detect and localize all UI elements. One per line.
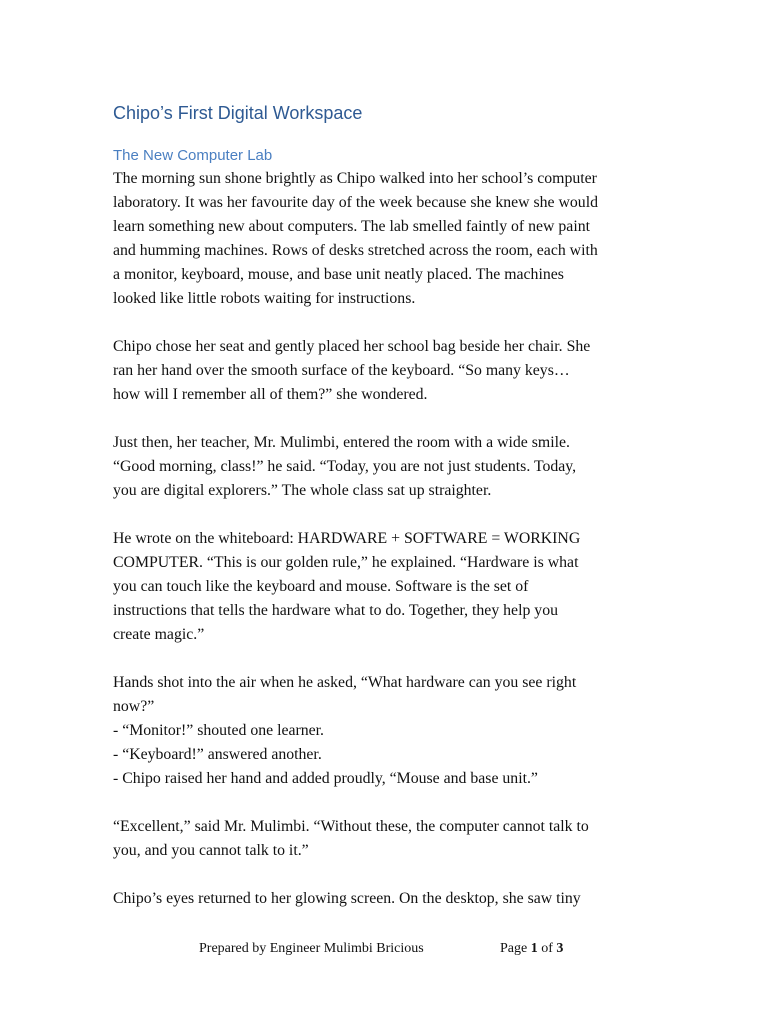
text-line: “Excellent,” said Mr. Mulimbi. “Without these, the computer cannot talk to <box>113 818 589 835</box>
text-line: a monitor, keyboard, mouse, and base unit neatly placed. The machines <box>113 266 564 283</box>
text-line: Chipo chose her seat and gently placed her school bag beside her chair. She <box>113 338 591 355</box>
paragraph <box>113 815 673 863</box>
document-title: Chipo’s First Digital Workspace <box>113 103 363 123</box>
text-line: - “Keyboard!” answered another. <box>113 746 322 763</box>
text-line: The morning sun shone brightly as Chipo walked into her school’s computer <box>113 170 597 187</box>
paragraph <box>113 527 673 647</box>
text-line: instructions that tells the hardware what to do. Together, they help you <box>113 602 559 619</box>
text-line: and humming machines. Rows of desks stretched across the room, each with <box>113 242 598 259</box>
text-line: learn something new about computers. The lab smelled faintly of new paint <box>113 218 590 235</box>
text-line: now?” <box>113 698 155 715</box>
text-line: Chipo’s eyes returned to her glowing screen. On the desktop, she saw tiny <box>113 890 581 907</box>
paragraph <box>113 335 673 407</box>
text-line: ran her hand over the smooth surface of the keyboard. “So many keys… <box>113 362 570 379</box>
page-content <box>113 99 673 935</box>
paragraph <box>113 887 673 911</box>
text-line: He wrote on the whiteboard: HARDWARE + SOFTWARE = WORKING <box>113 530 581 547</box>
footer-page-number <box>500 941 563 957</box>
text-line: how will I remember all of them?” she wondered. <box>113 386 428 403</box>
text-line: COMPUTER. “This is our golden rule,” he explained. “Hardware is what <box>113 554 579 571</box>
text-line: - “Monitor!” shouted one learner. <box>113 722 324 739</box>
paragraph <box>113 431 673 503</box>
text-line: you can touch like the keyboard and mouse. Software is the set of <box>113 578 529 595</box>
paragraph <box>113 671 673 791</box>
text-line: laboratory. It was her favourite day of the week because she knew she would <box>113 194 598 211</box>
text-line: Just then, her teacher, Mr. Mulimbi, entered the room with a wide smile. <box>113 434 570 451</box>
page-current: 1 <box>530 941 538 956</box>
text-line: you, and you cannot talk to it.” <box>113 842 309 859</box>
text-line: create magic.” <box>113 626 205 643</box>
text-line: looked like little robots waiting for instructions. <box>113 290 416 307</box>
footer-prepared-by: Prepared by Engineer Mulimbi Bricious <box>199 941 424 956</box>
paragraph <box>113 167 673 311</box>
body-text <box>113 167 673 911</box>
section-heading: The New Computer Lab <box>113 147 273 164</box>
page-total: 3 <box>556 941 564 956</box>
text-line: - Chipo raised her hand and added proudly, “Mouse and base unit.” <box>113 770 538 787</box>
text-line: “Good morning, class!” he said. “Today, you are not just students. Today, <box>113 458 577 475</box>
page-label: Page <box>500 941 528 956</box>
text-line: you are digital explorers.” The whole class sat up straighter. <box>113 482 492 499</box>
text-line: Hands shot into the air when he asked, “What hardware can you see right <box>113 674 577 691</box>
page-of: of <box>541 941 553 956</box>
